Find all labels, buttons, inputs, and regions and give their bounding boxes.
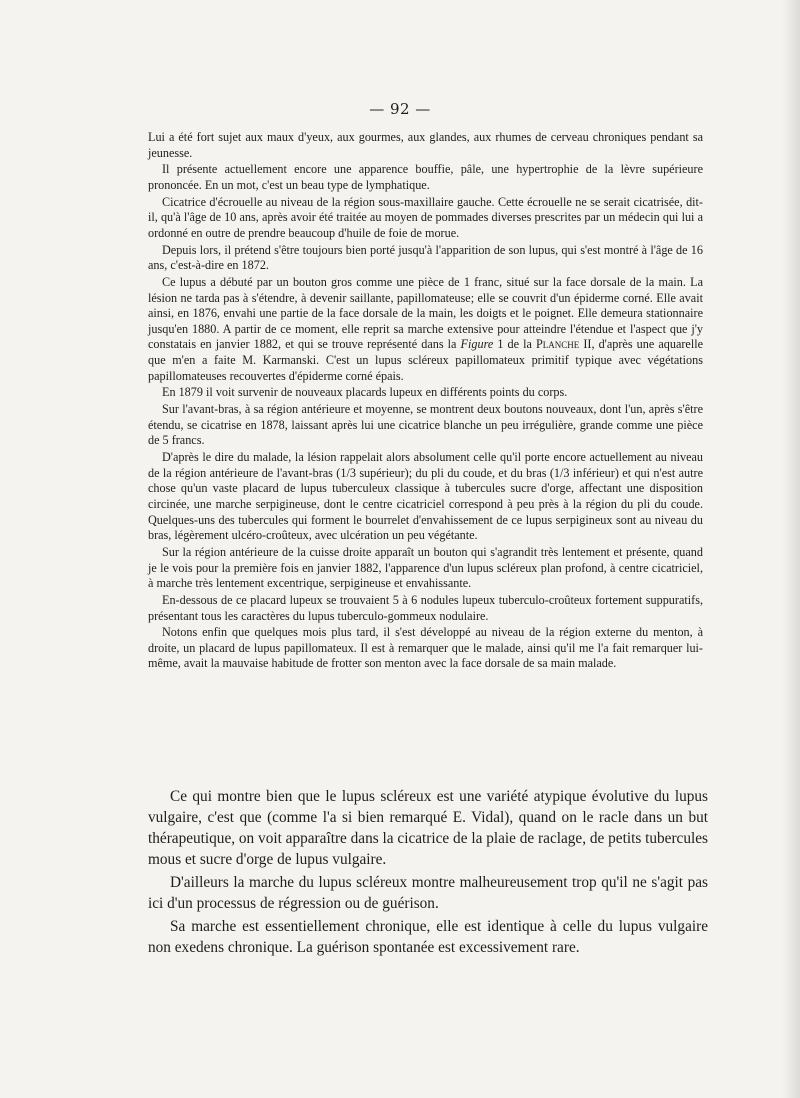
case-text: II, d'après une aquarelle que m'en a faite M. Karmanski. C'est un lupus scléreux papillomateux primitif typique avec végétations papillomateuses recouvertes d'épiderme corné épais.	[148, 337, 703, 383]
case-paragraph: Sur la région antérieure de la cuisse droite apparaît un bouton qui s'agrandit très lentement et présente, quand je le vois pour la première fois en janvier 1882, l'apparence d'un lupus scléreux plan profond, à centre cicatriciel, à marche très lentement excentrique, serpigineuse et envahissante.	[148, 544, 703, 591]
case-paragraph: Il présente actuellement encore une apparence bouffie, pâle, une hypertrophie de la lèvre supérieure prononcée. En un mot, c'est un beau type de lymphatique.	[148, 162, 703, 192]
case-paragraph: En 1879 il voit survenir de nouveaux placards lupeux en différents points du corps.	[162, 385, 568, 400]
case-paragraph: Sur l'avant-bras, à sa région antérieure et moyenne, se montrent deux boutons nouveaux, dont l'un, après s'être étendu, se cicatrise en 1878, laissant après lui une cicatrice blanche un peu irrégulière, grande comme une pièce de 5 francs.	[148, 402, 703, 448]
case-paragraph: En-dessous de ce placard lupeux se trouvaient 5 à 6 nodules lupeux tuberculo-croûteux fortement suppuratifs, présentant tous les caractères du lupus tuberculo-gommeux nodulaire.	[148, 592, 703, 623]
commentary-paragraph: Ce qui montre bien que le lupus scléreux est une variété atypique évolutive du lupus vulgaire, c'est que (comme l'a si bien remarqué E. Vidal), quand on le racle dans un but thérapeutique, on voit apparaître dans la cicatrice de la plaie de raclage, de petits tubercules mous et sucre d'orge de lupus vulgaire.	[148, 788, 708, 868]
commentary-paragraph: D'ailleurs la marche du lupus scléreux montre malheureusement trop qu'il ne s'agit pas ici d'un processus de régression ou de guérison.	[148, 874, 708, 912]
case-paragraph: Depuis lors, il prétend s'être toujours bien porté jusqu'à l'apparition de son lupus, qui s'est montré à l'âge de 16 ans, c'est-à-dire en 1872.	[148, 242, 703, 273]
case-text: Ce lupus a débuté par un bouton gros comme une pièce de 1 franc, situé sur la face dorsale de la main. La lésion ne tarda pas à s'étendre, à devenir saillante, papillomateuse; elle se couvrit d'un épiderme corné. Elle avait ainsi, en 1876, envahi une partie de la face dorsale de la main, les doigts et le poignet. Elle demeura stationnaire jusqu'en 1880. A partir de ce moment, elle reprit sa marche extensive pour atteindre l'étendue et l'aspect que j'y constatais en janvier 1882, et qui se trouve représenté dans la	[148, 275, 703, 352]
commentary-paragraph: Sa marche est essentiellement chronique, elle est identique à celle du lupus vulgaire non exedens chronique. La guérison spontanée est excessivement rare.	[148, 918, 708, 956]
scan-shadow	[782, 0, 800, 1098]
commentary	[148, 786, 708, 960]
figure-reference: Figure	[460, 337, 494, 352]
case-history	[148, 130, 703, 673]
case-paragraph	[148, 275, 703, 384]
case-paragraph: D'après le dire du malade, la lésion rappelait alors absolument celle qu'il porte encore actuellement au niveau de la région antérieure de l'avant-bras (1/3 supérieur); du pli du coude, et du bras (1/3 inférieur) et qui n'est autre chose qu'un vaste placard de lupus tuberculeux classique à tubercules sucre d'orge, affectant une disposition circinée, une marche serpigineuse, dont le centre cicatriciel correspond à peu près à la région du pli du coude. Quelques-uns des tubercules qui forment le bourrelet d'envahissement de ce lupus serpigineux sont au niveau du bras, légèrement ulcéro-croûteux, avec ulcération un peu végétante.	[148, 450, 703, 543]
case-paragraph: Lui a été fort sujet aux maux d'yeux, aux gourmes, aux glandes, aux rhumes de cerveau chroniques pendant sa jeunesse.	[148, 130, 703, 160]
case-paragraph: Cicatrice d'écrouelle au niveau de la région sous-maxillaire gauche. Cette écrouelle ne se serait cicatrisée, dit-il, qu'à l'âge de 10 ans, après avoir été traitée au moyen de pommades diverses prescrites par un médecin qui lui a ordonné en outre de prendre beaucoup d'huile de foie de morue.	[148, 194, 703, 240]
case-text: 1 de la	[493, 337, 536, 352]
case-paragraph: Notons enfin que quelques mois plus tard, il s'est développé au niveau de la région externe du menton, à droite, un placard de lupus papillomateux. Il est à remarquer que le malade, ainsi qu'il me l'a fait remarquer lui-même, avait la mauvaise habitude de frotter son menton avec la face dorsale de sa main malade.	[148, 625, 703, 671]
plate-reference: Planche	[535, 337, 580, 352]
page-number: — 92 —	[369, 100, 431, 118]
